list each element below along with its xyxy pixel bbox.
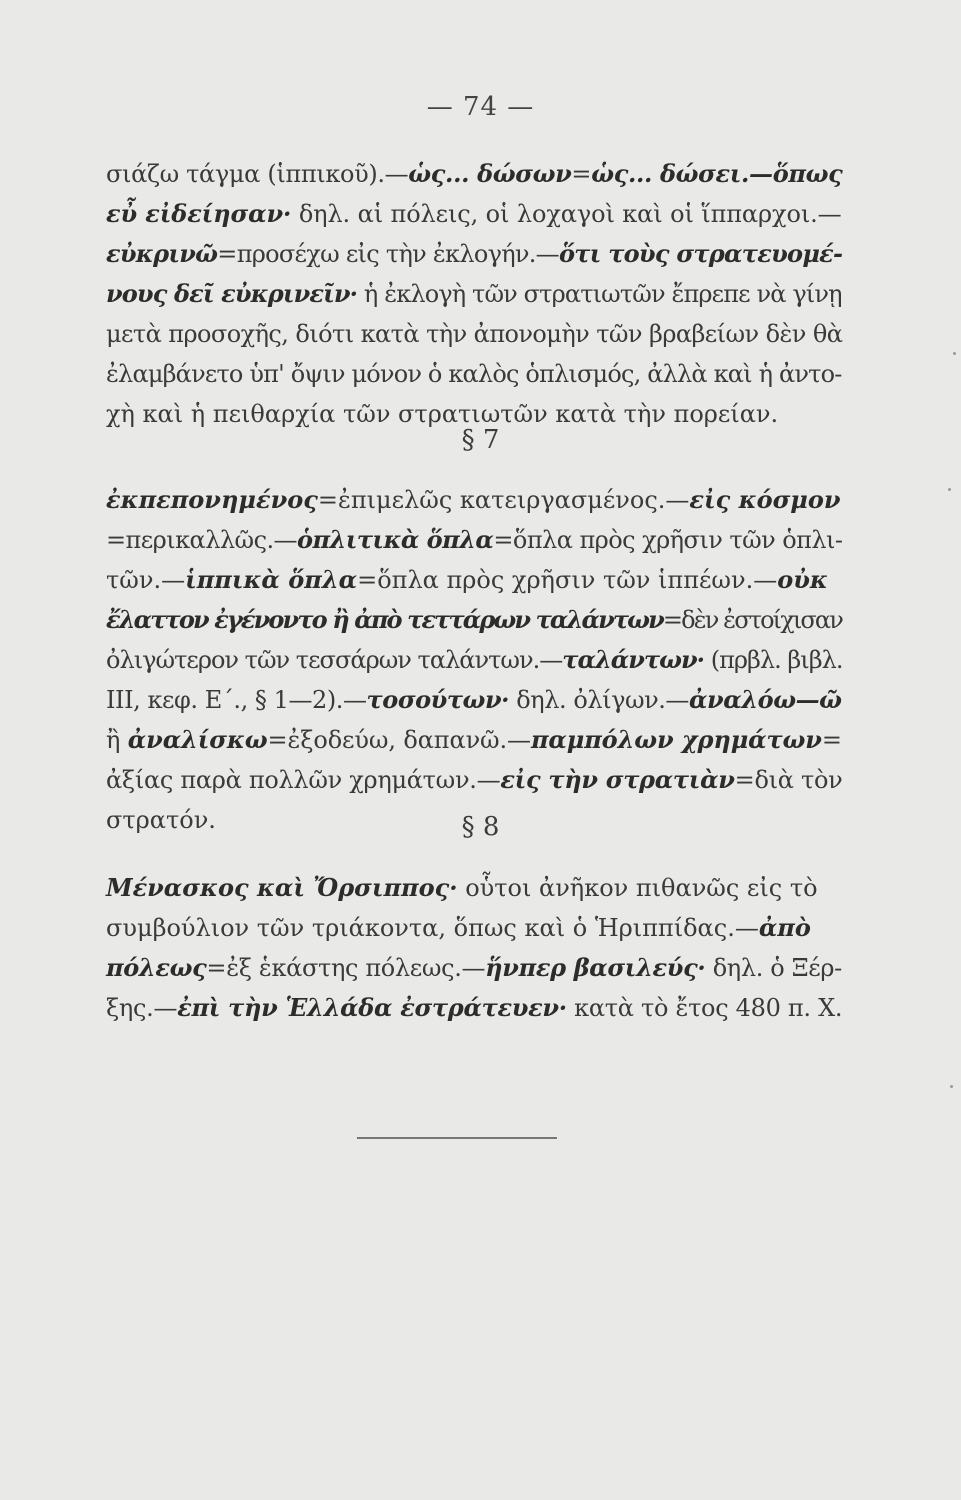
gloss-text: =δὲν ἐστοίχισαν: [662, 606, 842, 634]
gloss-text: =ἐξοδεύω, δαπανῶ.—: [267, 726, 531, 754]
gloss-text: III, κεφ. Ε΄., § 1—2).—: [106, 686, 367, 714]
gloss-text: ἀξίας παρὰ πολλῶν χρημάτων.—: [106, 766, 501, 794]
lemma-italic: ὁπλιτικὰ ὅπλα: [297, 525, 494, 554]
lemma-italic: εὐκρινῶ: [106, 239, 218, 268]
lemma-italic: ἀναλόω—ῶ: [689, 685, 842, 714]
text-line: [106, 154, 842, 194]
text-line: [106, 640, 842, 680]
lemma-italic: πόλεως: [106, 953, 207, 982]
gloss-text: =διὰ τὸν: [734, 766, 843, 794]
gloss-text: =περικαλλῶς.—: [106, 526, 297, 554]
text-line: [106, 720, 842, 760]
gloss-text: δηλ. ὁ Ξέρ-: [705, 954, 842, 982]
lemma-italic: ἱππικὰ ὅπλα: [185, 565, 358, 594]
lemma-italic: ἀπὸ: [758, 913, 811, 942]
section-heading-8: § 8: [461, 812, 500, 842]
gloss-text: ξης.—: [106, 994, 178, 1022]
paper-speck: [953, 352, 956, 355]
gloss-text: =ὅπλα πρὸς χρῆσιν τῶν ὁπλι-: [493, 526, 843, 554]
text-line: [106, 868, 842, 908]
lemma-italic: εἰς κόσμον: [689, 485, 841, 514]
gloss-text: =ἐξ ἑκάστης πόλεως.—: [206, 954, 486, 982]
text-line: [106, 908, 842, 948]
gloss-text: μετὰ προσοχῆς, διότι κατὰ τὴν ἀπονομὴν τῶν βραβείων δὲν θὰ: [106, 320, 843, 348]
lemma-italic: ἥνπερ βασιλεύς·: [485, 953, 706, 982]
gloss-text: δηλ. ὀλίγων.—: [509, 686, 689, 714]
text-line: [106, 314, 842, 354]
gloss-text: συμβούλιον τῶν τριάκοντα, ὅπως καὶ ὁ Ἡριππίδας.—: [106, 914, 759, 942]
lemma-italic: οὐκ: [777, 565, 828, 594]
text-line: [106, 274, 842, 314]
lemma-italic: ἐκπεπονημένος: [106, 485, 318, 514]
gloss-text: =: [821, 726, 842, 754]
lemma-italic: ἔλαττον ἐγένοντο ἢ ἀπὸ τεττάρων ταλάντων: [106, 605, 663, 634]
lemma-italic: εἰς τὴν στρατιὰν: [500, 765, 735, 794]
gloss-text: =ἐπιμελῶς κατειργασμένος.—: [317, 486, 690, 514]
section-heading-7: § 7: [461, 425, 500, 455]
text-line: [106, 600, 842, 640]
text-line: [106, 480, 842, 520]
lemma-italic: ταλάντων·: [562, 645, 705, 674]
lemma-italic: Μένασκος καὶ Ὄρσιππος·: [106, 873, 458, 902]
lemma-italic: εὖ εἰδείησαν·: [106, 199, 292, 228]
text-line: [106, 560, 842, 600]
gloss-text: κατὰ τὸ ἔτος 480 π. Χ.: [566, 994, 843, 1022]
gloss-text: οὗτοι ἀνῆκον πιθανῶς εἰς τὸ: [457, 874, 818, 902]
text-line: [106, 520, 842, 560]
text-line: [106, 194, 842, 234]
gloss-text: ὀλιγώτερον τῶν τεσσάρων ταλάντων.—: [106, 646, 563, 674]
paper-speck: [948, 488, 951, 491]
paper-speck: [950, 1085, 953, 1088]
text-line: [106, 354, 842, 394]
lemma-italic: ἀναλίσκω: [127, 725, 268, 754]
gloss-text: =ὅπλα πρὸς χρῆσιν τῶν ἱππέων.—: [357, 566, 778, 594]
gloss-text: ἢ: [106, 726, 128, 754]
gloss-text: χὴ καὶ ἡ πειθαρχία τῶν στρατιωτῶν κατὰ τὴν πορείαν.: [106, 400, 779, 428]
lemma-italic: νους δεῖ εὐκρινεῖν·: [106, 279, 358, 308]
lemma-italic: ἐπὶ τὴν Ἑλλάδα ἐστράτευεν·: [177, 993, 567, 1022]
text-line: [106, 680, 842, 720]
closing-rule: [357, 1137, 557, 1139]
gloss-text: ἐλαμβάνετο ὑπ' ὄψιν μόνον ὁ καλὸς ὁπλισμός, ἀλλὰ καὶ ἡ ἀντο-: [106, 360, 842, 388]
lemma-italic: παμπόλων χρημάτων: [530, 725, 822, 754]
text-line: [106, 234, 842, 274]
lemma-italic: τοσούτων·: [366, 685, 510, 714]
commentary-paragraph-3: [106, 868, 842, 1028]
gloss-text: =προσέχω εἰς τὴν ἐκλογήν.—: [217, 240, 559, 268]
lemma-italic: ὡς... δώσει.—ὅπως: [591, 159, 843, 188]
gloss-text: τῶν.—: [106, 566, 186, 594]
gloss-text: (πρβλ. βιβλ.: [704, 646, 843, 674]
gloss-text: στρατόν.: [106, 806, 216, 834]
lemma-italic: ὡς... δώσων: [408, 159, 572, 188]
gloss-text: δηλ. αἱ πόλεις, οἱ λοχαγοὶ καὶ οἱ ἵππαρχοι.—: [291, 200, 842, 228]
text-line: [106, 760, 842, 800]
lemma-italic: ὅτι τοὺς στρατευομέ-: [558, 239, 843, 268]
commentary-paragraph-1: [106, 154, 842, 434]
commentary-paragraph-2: [106, 480, 842, 840]
gloss-text: ἡ ἐκλογὴ τῶν στρατιωτῶν ἔπρεπε νὰ γίνῃ: [357, 280, 842, 308]
text-line: [106, 988, 842, 1028]
gloss-text: σιάζω τάγμα (ἱππικοῦ).—: [106, 160, 409, 188]
gloss-text: =: [571, 160, 592, 188]
text-line: [106, 948, 842, 988]
page-number: — 74 —: [426, 92, 535, 122]
